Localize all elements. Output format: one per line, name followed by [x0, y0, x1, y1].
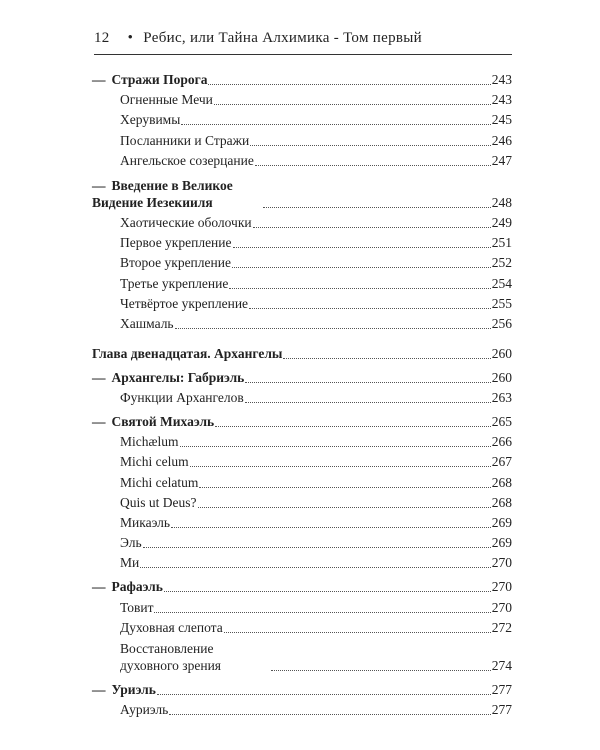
toc-entry [92, 555, 512, 571]
toc-entry-page: 251 [491, 235, 512, 251]
dot-leader [232, 267, 491, 268]
toc-entry [92, 72, 512, 88]
toc-entry-text: Стражи Порога [111, 72, 208, 87]
toc-entry [92, 112, 512, 128]
toc-entry-text: Херувимы [120, 112, 181, 128]
dot-leader [190, 466, 491, 467]
toc-entry-title [92, 414, 214, 430]
toc-entry-text: Хаотические оболочки [120, 214, 252, 230]
toc-entry-title [120, 434, 179, 450]
toc-entry [92, 390, 512, 406]
toc-entry [92, 235, 512, 251]
toc-entry-text: Третье укрепление [120, 275, 229, 291]
toc-entry-title [120, 600, 153, 616]
toc-entry-page: 260 [491, 345, 512, 361]
dot-leader [229, 288, 490, 289]
book-title: Ребис, или Тайна Алхимика - Том первый [143, 30, 422, 46]
toc-entry-text: Уриэль [111, 681, 156, 697]
toc-entry-dash: — [92, 414, 106, 430]
toc-entry-text: Товит [120, 599, 154, 615]
toc-entry-dash: — [92, 72, 106, 87]
toc-entry-title [92, 579, 163, 595]
toc-entry-page: 263 [491, 390, 512, 406]
toc-entry-title [120, 702, 168, 718]
toc-entry [92, 702, 512, 718]
toc-entry-text: Огненные Мечи [120, 92, 213, 108]
toc-entry [92, 600, 512, 616]
toc-entry-text: Восстановление духовного зрения [120, 640, 222, 673]
toc-entry-page: 265 [491, 414, 512, 430]
toc-entry [92, 579, 512, 595]
toc-entry [92, 620, 512, 636]
toc-entry-page: 277 [491, 681, 512, 697]
toc-entry-title [120, 640, 270, 674]
toc-entry-title [120, 316, 174, 332]
toc-entry [92, 434, 512, 450]
toc-entry-page: 246 [491, 132, 512, 148]
dot-leader [154, 612, 490, 613]
dot-leader [164, 591, 491, 592]
toc-entry-title [120, 133, 249, 149]
toc-entry-title [120, 235, 232, 251]
toc-entry-page: 247 [491, 152, 512, 168]
toc-entry [92, 133, 512, 149]
toc-entry [92, 177, 512, 211]
dot-leader [255, 165, 491, 166]
toc-entry [92, 640, 512, 674]
toc-entry-page: 270 [491, 599, 512, 615]
table-of-contents [92, 72, 512, 722]
toc-entry-text: Второе укрепление [120, 255, 231, 271]
toc-entry-page: 249 [491, 214, 512, 230]
toc-entry-page: 270 [491, 555, 512, 571]
toc-entry-title [120, 276, 228, 292]
toc-entry-title [120, 92, 213, 108]
toc-entry-text: Эль [120, 535, 142, 551]
toc-entry [92, 316, 512, 332]
toc-entry [92, 454, 512, 470]
toc-entry-title [120, 112, 180, 128]
toc-entry-dash: — [92, 681, 106, 697]
dot-leader [157, 694, 491, 695]
dot-leader [250, 145, 491, 146]
toc-entry-text: Michælum [120, 434, 179, 450]
toc-entry-text: Первое укрепление [120, 235, 232, 251]
toc-entry-dash: — [92, 177, 106, 193]
toc-entry-page: 243 [491, 92, 512, 108]
toc-entry-text: Рафаэль [111, 579, 163, 595]
dot-leader [208, 84, 490, 85]
dot-leader [253, 227, 491, 228]
toc-entry-text: Четвёртое укрепление [120, 295, 249, 311]
toc-entry-page: 268 [491, 474, 512, 490]
toc-entry-text: Глава двенадцатая. Архангелы [92, 345, 283, 361]
dot-leader [245, 382, 490, 383]
toc-entry [92, 495, 512, 511]
toc-entry-title [92, 682, 156, 698]
toc-entry [92, 346, 512, 362]
toc-entry-page: 268 [491, 494, 512, 510]
toc-entry-page: 256 [491, 315, 512, 331]
toc-entry-title [120, 495, 197, 511]
toc-entry-text: Архангелы: Габриэль [111, 369, 245, 385]
dot-leader [140, 567, 491, 568]
toc-entry-page: 252 [491, 255, 512, 271]
toc-entry-page: 245 [491, 112, 512, 128]
toc-entry-dash: — [92, 369, 106, 385]
header-separator: • [127, 30, 134, 46]
toc-entry-title [120, 255, 231, 271]
toc-entry-text: Michi celum [120, 454, 189, 470]
toc-entry-text: Святой Михаэль [111, 414, 215, 430]
dot-leader [175, 328, 491, 329]
toc-entry [92, 215, 512, 231]
toc-entry-title [120, 515, 170, 531]
toc-entry-title [120, 296, 248, 312]
toc-entry [92, 276, 512, 292]
toc-entry [92, 370, 512, 386]
toc-entry-text: Хашмаль [120, 315, 174, 331]
toc-entry-page: 277 [491, 702, 512, 718]
dot-leader [169, 714, 491, 715]
toc-entry-title [120, 390, 244, 406]
dot-leader [283, 358, 490, 359]
toc-entry-title [120, 535, 142, 551]
running-header [94, 30, 514, 47]
toc-entry-title [92, 346, 282, 362]
toc-entry [92, 535, 512, 551]
toc-entry-title [92, 72, 207, 88]
page-number: 12 [94, 30, 110, 46]
dot-leader [181, 124, 490, 125]
dot-leader [263, 207, 491, 208]
toc-entry-text: Quis ut Deus? [120, 494, 197, 510]
toc-entry-page: 243 [491, 72, 512, 87]
dot-leader [233, 247, 491, 248]
dot-leader [215, 426, 491, 427]
toc-entry-text: Введение в Великое Видение Иезекииля [92, 177, 233, 210]
toc-entry-text: Духовная слепота [120, 619, 223, 635]
toc-entry-text: Ми [120, 555, 140, 571]
toc-entry-title [92, 177, 262, 211]
dot-leader [180, 446, 491, 447]
toc-entry-page: 254 [491, 275, 512, 291]
toc-entry-page: 274 [491, 657, 512, 673]
toc-entry-dash: — [92, 579, 106, 595]
toc-entry-text: Функции Архангелов [120, 390, 244, 406]
toc-entry [92, 153, 512, 169]
toc-entry-title [120, 620, 223, 636]
toc-entry [92, 515, 512, 531]
dot-leader [249, 308, 491, 309]
toc-entry-text: Ангельское созерцание [120, 152, 254, 168]
toc-entry [92, 682, 512, 698]
toc-entry-title [92, 370, 244, 386]
dot-leader [214, 104, 491, 105]
header-rule [94, 54, 512, 55]
toc-entry-title [120, 475, 198, 491]
toc-entry [92, 296, 512, 312]
toc-entry-page: 269 [491, 515, 512, 530]
toc-entry-page: 269 [491, 535, 512, 551]
toc-entry-title [120, 555, 139, 571]
toc-entry-page: 270 [491, 579, 512, 595]
toc-entry-text: Микаэль [120, 515, 171, 530]
toc-entry-title [120, 153, 254, 169]
toc-entry-page: 248 [491, 194, 512, 210]
dot-leader [224, 632, 491, 633]
dot-leader [171, 527, 491, 528]
toc-entry [92, 475, 512, 491]
toc-entry-page: 267 [491, 454, 512, 470]
toc-entry [92, 414, 512, 430]
toc-entry-text: Michi celatum [120, 474, 199, 490]
toc-entry-page: 266 [491, 434, 512, 450]
dot-leader [271, 670, 491, 671]
toc-entry-page: 260 [491, 369, 512, 385]
toc-entry [92, 255, 512, 271]
toc-entry-text: Ауриэль [120, 702, 169, 718]
toc-entry-title [120, 454, 189, 470]
toc-entry-page: 272 [491, 619, 512, 635]
dot-leader [199, 487, 490, 488]
dot-leader [143, 547, 491, 548]
toc-entry [92, 92, 512, 108]
toc-entry-text: Посланники и Стражи [120, 132, 250, 148]
dot-leader [198, 507, 491, 508]
toc-entry-title [120, 215, 252, 231]
toc-entry-page: 255 [491, 295, 512, 311]
dot-leader [245, 402, 491, 403]
